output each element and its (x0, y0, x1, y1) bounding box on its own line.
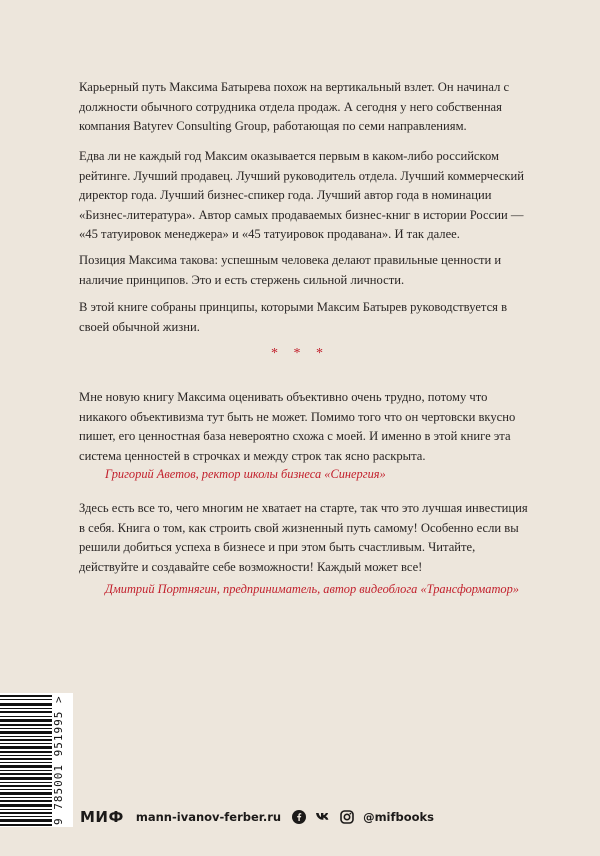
review-quote-portnyagin: Здесь есть все то, чего многим не хватает на старте, так что это лучшая инвестиция в себя. Книга о том, как строить свой жизненный путь самому! Особенно если вы решили добиться успеха в бизнесе и при этом быть счастливым. Читайте, действуйте и создавайте себе возможности! Каждый может все! (79, 501, 528, 574)
publisher-logo: МИФ (80, 808, 124, 826)
publisher-site-link[interactable]: mann-ivanov-ferber.ru (135, 810, 282, 824)
facebook-icon[interactable] (291, 809, 307, 825)
paragraph-ratings: Едва ли не каждый год Максим оказывается первым в каком-либо российском рейтинге. Лучший продавец. Лучший руководитель отдела. Лучший коммерческий директор года. Лучший бизнес-спикер года. Лучший автор года в номинации «Бизнес-литература». Автор самых продаваемых бизнес-книг в истории России — «45 татуировок менеджера» и «45 татуировок продавана». И так далее. (79, 149, 525, 242)
review-author-portnyagin: Дмитрий Портнягин, предприниматель, автор видеоблога «Трансформатор» (105, 582, 519, 596)
isbn-number: 9 785001 951995 > (52, 695, 65, 825)
paragraph-principles: В этой книге собраны принципы, которыми Максим Батырев руководствуется в своей обычной жизни. (79, 300, 508, 334)
barcode-bars (0, 693, 52, 827)
section-separator: * * * (271, 346, 329, 361)
vk-icon[interactable] (315, 809, 331, 825)
social-handle[interactable]: @mifbooks (363, 810, 435, 824)
review-quote-avetov: Мне новую книгу Максима оценивать объективно очень трудно, потому что никакого объективизма тут быть не может. Помимо того что он чертовски вкусно пишет, его ценностная база невероятно схожа с моей. И именно в этой книге эта система ценностей в строчках и между строк так ясно раскрыта. (79, 390, 516, 463)
paragraph-position: Позиция Максима такова: успешным человека делают правильные ценности и наличие принципов. Это и есть стержень сильной личности. (79, 253, 502, 287)
paragraph-career: Карьерный путь Максима Батырева похож на вертикальный взлет. Он начинал с должности обычного сотрудника отдела продаж. А сегодня у него собственная компания Batyrev Consulting Group, работающая по семи направлениям. (79, 80, 510, 134)
publisher-footer (80, 806, 434, 828)
instagram-icon[interactable] (339, 809, 355, 825)
review-author-avetov: Григорий Аветов, ректор школы бизнеса «Синергия» (105, 467, 386, 481)
